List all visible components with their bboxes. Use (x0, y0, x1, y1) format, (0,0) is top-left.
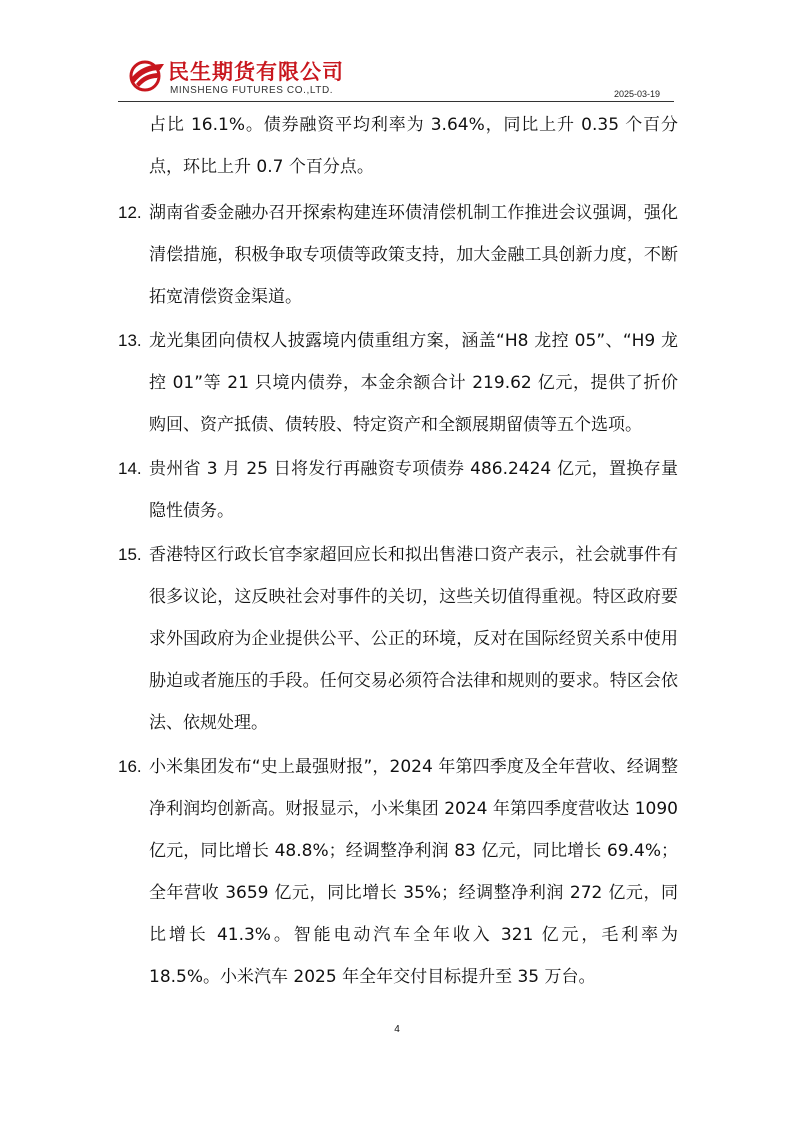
page-header (118, 52, 674, 104)
list-item (118, 320, 678, 446)
item-text: 湖南省委金融办召开探索构建连环债清偿机制工作推进会议强调，强化清偿措施，积极争取专项债等政策支持，加大金融工具创新力度，不断拓宽清偿资金渠道。 (149, 203, 678, 307)
item-number: 13. (118, 331, 142, 350)
list-item (118, 192, 678, 318)
item-number: 14. (118, 459, 142, 478)
header-divider (118, 101, 674, 102)
list-item (118, 534, 678, 744)
page-number: 4 (394, 1024, 400, 1035)
item-text: 龙光集团向债权人披露境内债重组方案，涵盖“H8 龙控 05”、“H9 龙控 01”等 21 只境内债券，本金余额合计 219.62 亿元，提供了折价购回、资产抵债、债转股、特定资产和全额展期留债等五个选项。 (149, 331, 678, 435)
item-number: 16. (118, 757, 142, 776)
news-list (118, 104, 678, 998)
report-date: 2025-03-19 (613, 89, 660, 99)
item-number: 12. (118, 203, 142, 222)
list-item (118, 104, 678, 188)
item-text: 贵州省 3 月 25 日将发行再融资专项债券 486.2424 亿元，置换存量隐性债务。 (149, 459, 678, 521)
list-item (118, 448, 678, 532)
brand-name-cn: 民生期货有限公司 (168, 60, 344, 84)
minsheng-logo-icon (126, 58, 166, 92)
item-text: 占比 16.1%。债券融资平均利率为 3.64%，同比上升 0.35 个百分点，环比上升 0.7 个百分点。 (149, 115, 678, 177)
item-number: 15. (118, 545, 142, 564)
item-text: 小米集团发布“史上最强财报”，2024 年第四季度及全年营收、经调整净利润均创新高。财报显示，小米集团 2024 年第四季度营收达 1090 亿元，同比增长 48.8%；经调整净利润 83 亿元，同比增长 69.4%；全年营收 3659 亿元，同比增长 35%；经调整净利润 272 亿元，同比增长 41.3%。智能电动汽车全年收入 321 亿元，毛利率为 18.5%。小米汽车 2025 年全年交付目标提升至 35 万台。 (149, 757, 678, 987)
item-text: 香港特区行政长官李家超回应长和拟出售港口资产表示，社会就事件有很多议论，这反映社会对事件的关切，这些关切值得重视。特区政府要求外国政府为企业提供公平、公正的环境，反对在国际经贸关系中使用胁迫或者施压的手段。任何交易必须符合法律和规则的要求。特区会依法、依规处理。 (149, 545, 678, 733)
brand-name-en: MINSHENG FUTURES CO.,LTD. (170, 85, 334, 96)
list-item (118, 746, 678, 998)
